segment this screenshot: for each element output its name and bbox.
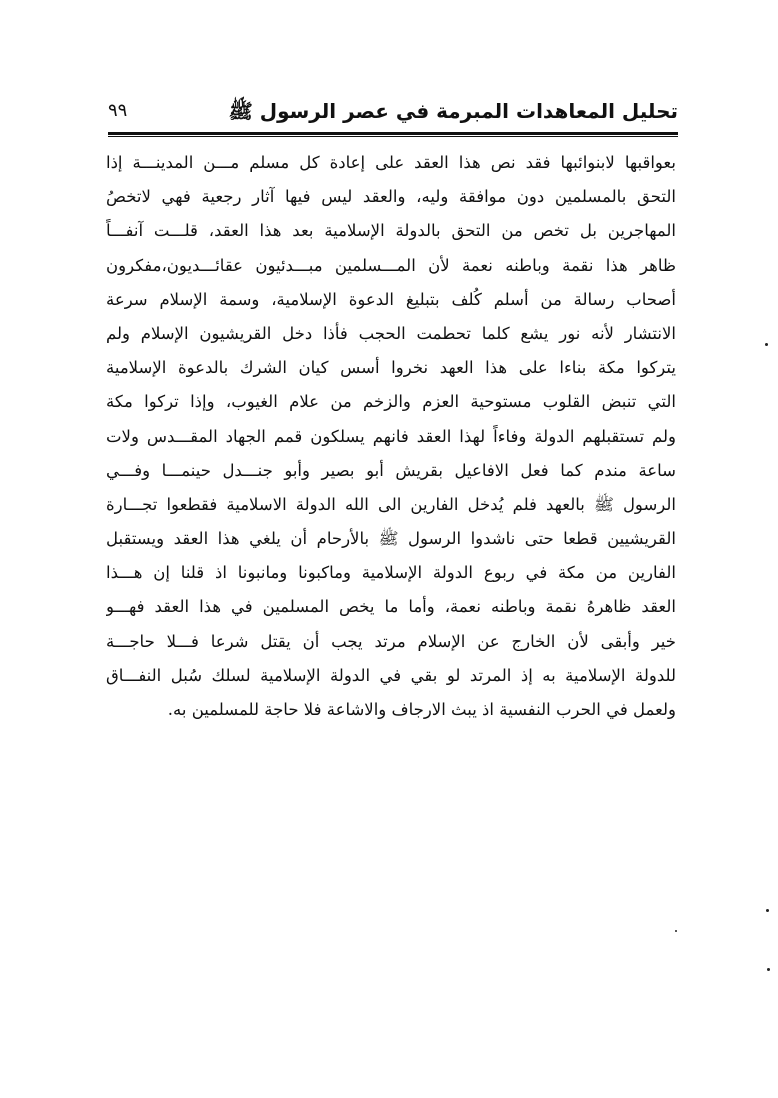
- text-line: ولعمل في الحرب النفسية اذ يبث الارجاف والاشاعة فلا حاجة للمسلمين به.: [167, 700, 676, 719]
- page-number: ٩٩: [108, 100, 128, 121]
- running-header: [108, 96, 678, 132]
- text-line: أصحاب رسالة من أسلم كُلف بتبليغ الدعوة الإسلامية، وسمة الإسلام سرعة: [106, 289, 676, 309]
- text-line: ولم تستقبلهم الدولة وفاءاً لهذا العقد فانهم يسلكون قمم الجهاد المقـــدس ولات: [106, 426, 676, 446]
- body-paragraph: [106, 146, 676, 727]
- text-line: بعواقبها لابنوائبها فقد نص هذا العقد على إعادة كل مسلم مـــن المدينـــة إذا: [106, 153, 676, 172]
- scan-speck: [767, 968, 770, 971]
- text-line: العقد ظاهرهُ نقمة وباطنه نعمة، وأما ما يخص المسلمين في هذا العقد فهـــو: [106, 597, 676, 617]
- text-line: خير وأبقى لأن الخارج عن الإسلام مرتد يجب أن يقتل شرعا فـــلا حاجـــة: [106, 631, 676, 651]
- running-header-title: تحليل المعاهدات المبرمة في عصر الرسول ﷺ: [228, 99, 678, 123]
- text-line: يتركوا مكة بناءا على هذا العهد نخروا أسس كيان الشرك بالدعوة الإسلامية: [106, 358, 676, 378]
- scan-speck: [766, 909, 769, 912]
- text-line: للدولة الإسلامية به إذ المرتد لو بقي في الدولة الإسلامية لسلك سُبل النفـــاق: [106, 665, 676, 685]
- text-line: التحق بالمسلمين دون موافقة وليه، والعقد ليس فيها آثار رجعية فهي لاتخصُ: [106, 187, 676, 207]
- text-line: الفارين من مكة في ربوع الدولة الإسلامية وماكبونا ومانبونا اذ قلنا إن هـــذا: [106, 563, 676, 583]
- scan-speck: [765, 343, 768, 346]
- text-line: الانتشار لأنه نور يشع كلما تحطمت الحجب فأذا دخل القريشيون الإسلام ولم: [106, 323, 676, 343]
- header-double-rule: [108, 132, 678, 137]
- scan-speck: [675, 930, 677, 932]
- text-line: ساعة مندم كما فعل الافاعيل بقريش أبو بصير وأبو جنـــدل حينمـــا وفـــي: [106, 460, 676, 480]
- text-line: التي تنبض القلوب مستوحية العزم والزخم من علام الغيوب، وإذا تركوا مكة: [106, 392, 676, 412]
- text-line: ظاهر هذا نقمة وباطنه نعمة لأن المـــسلمين مبـــدئيون عقائـــديون،مفكرون: [106, 255, 676, 275]
- text-line: الرسول ﷺ بالعهد فلم يُدخل الفارين الى الله الدولة الاسلامية فقطعوا تجـــارة: [106, 494, 676, 514]
- text-line: المهاجرين بل تخص من التحق بالدولة الإسلامية بعد هذا العقد، قلـــت آنفـــاً: [106, 221, 676, 241]
- text-line: القريشيين قطعا حتى ناشدوا الرسول ﷺ بالأرحام أن يلغي هذا العقد ويستقبل: [106, 529, 676, 549]
